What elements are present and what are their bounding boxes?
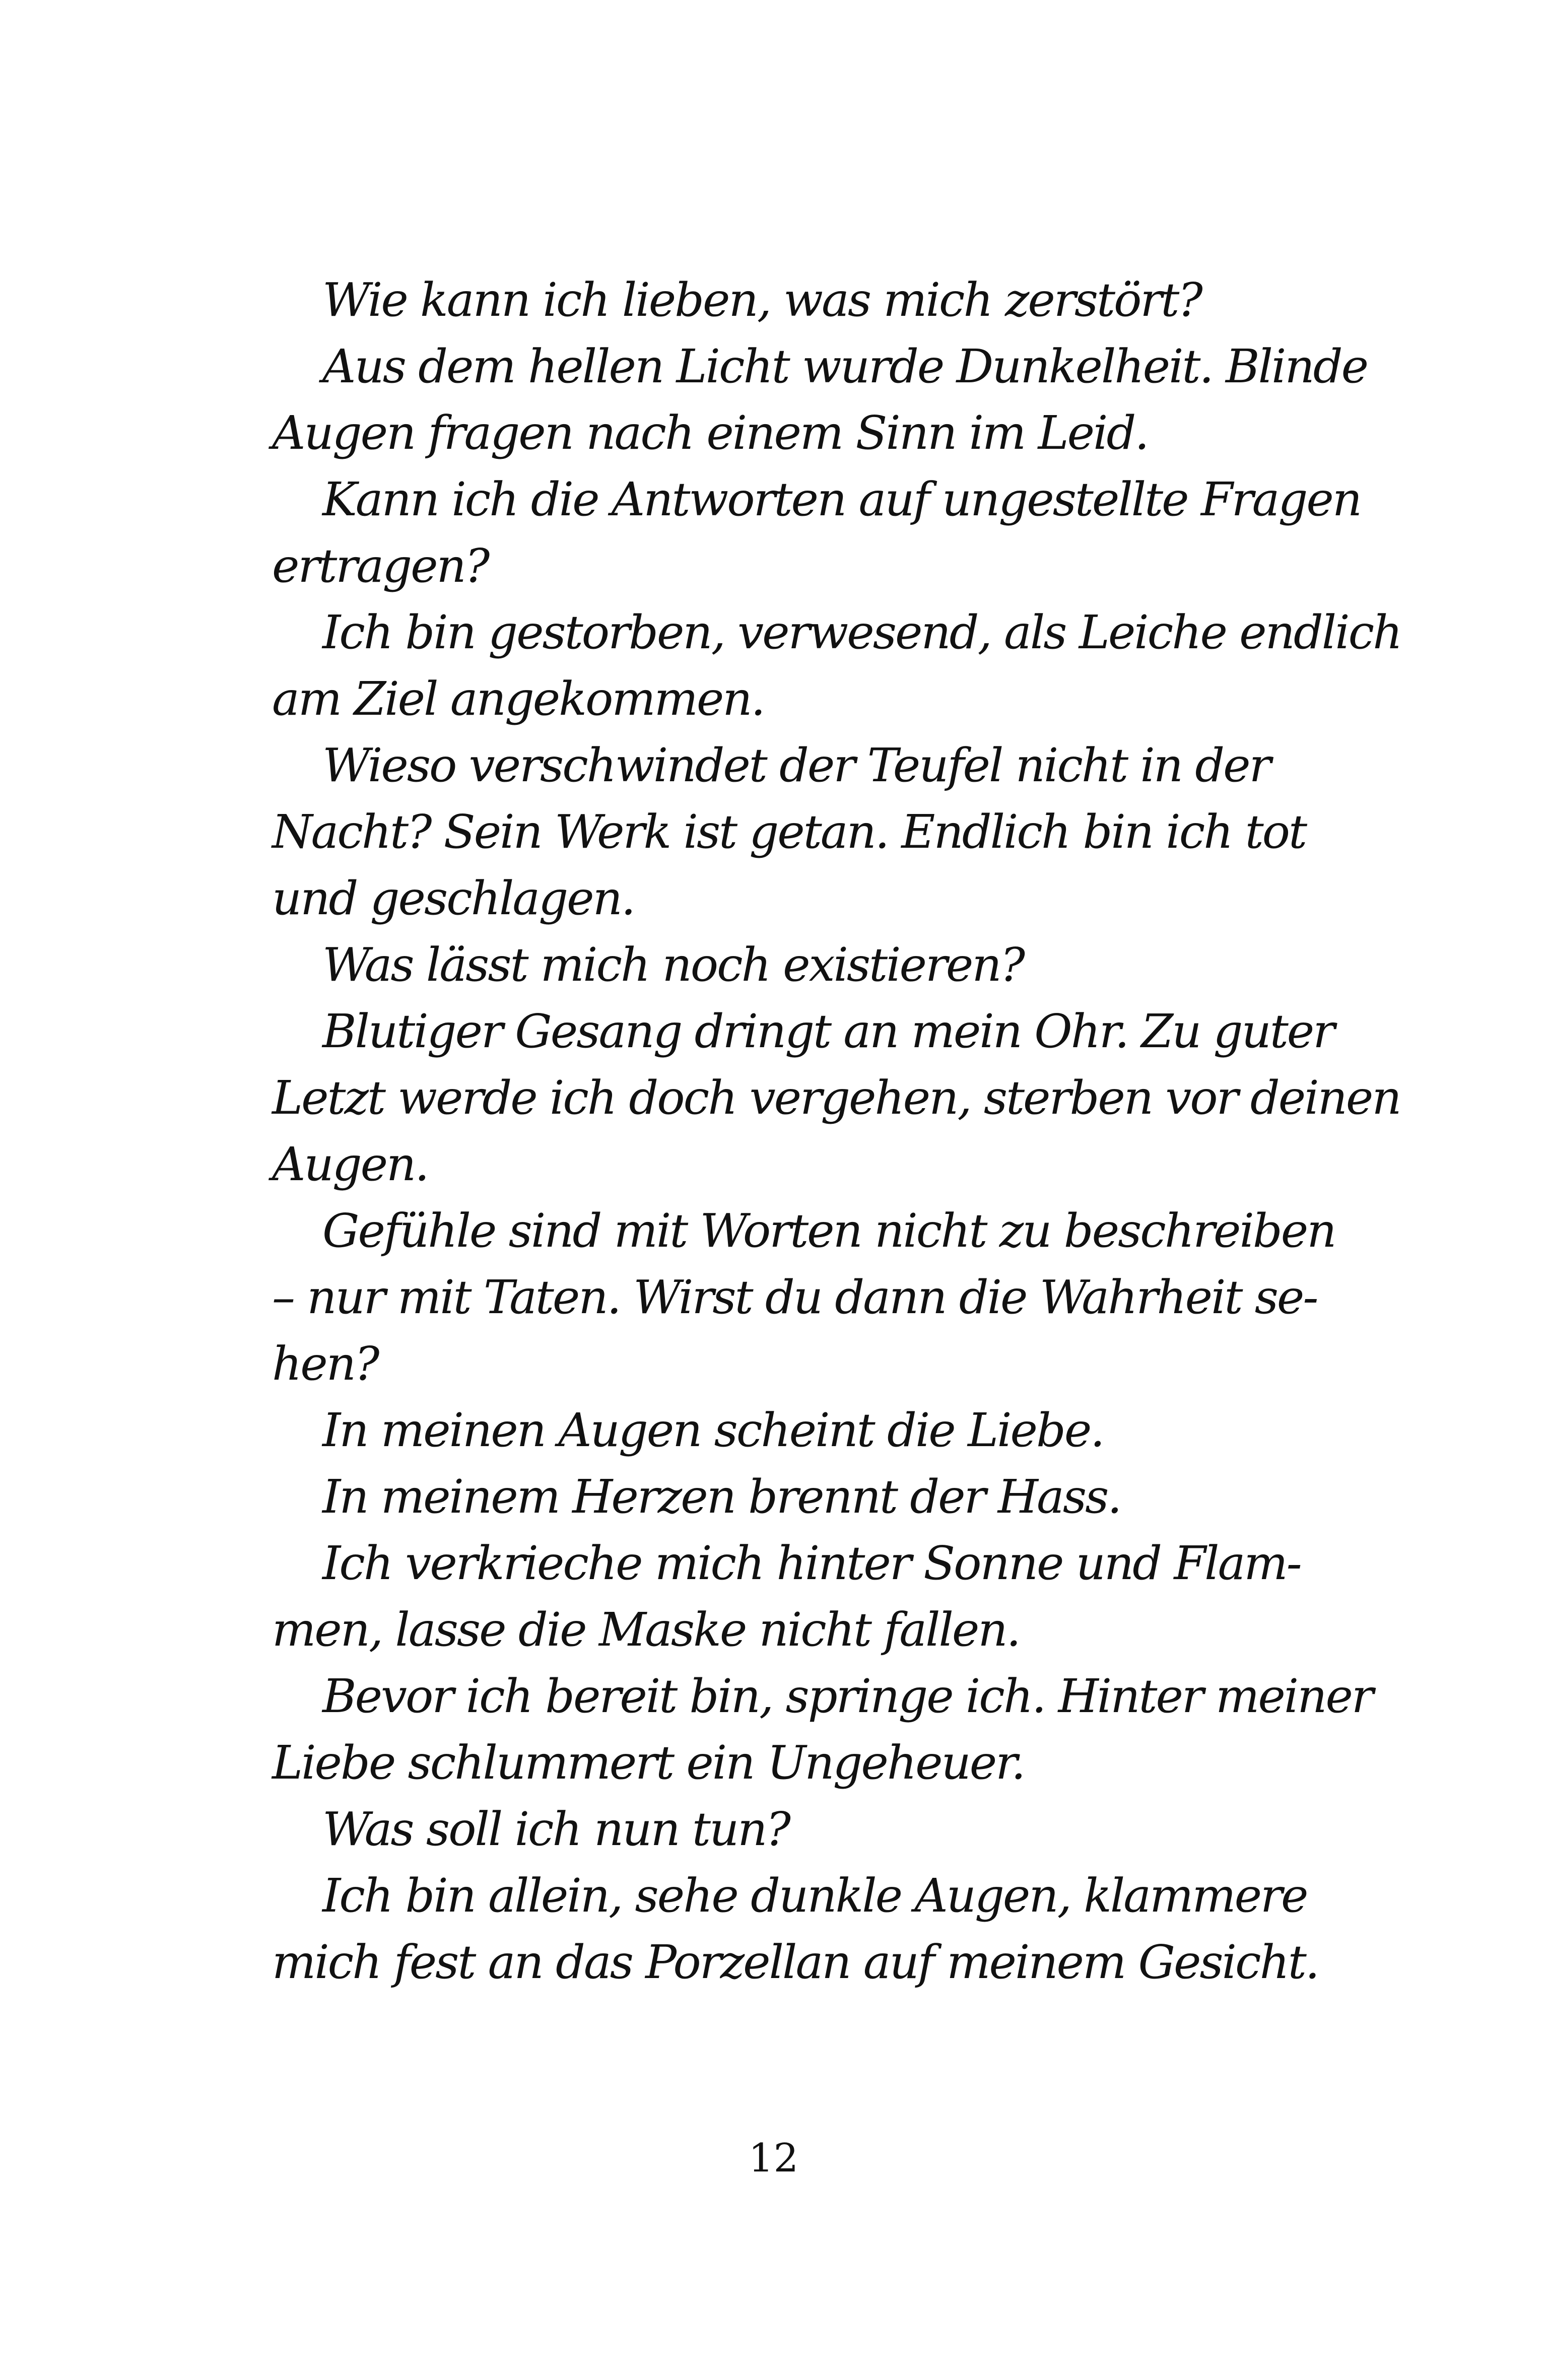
text-line: Ich verkrieche mich hinter Sonne und Flam- — [322, 1536, 1301, 1590]
text-line: Nacht? Sein Werk ist getan. Endlich bin ich tot — [272, 805, 1306, 859]
text-line: Wie kann ich lieben, was mich zerstört? — [322, 273, 1201, 327]
text-line: Ich bin allein, sehe dunkle Augen, klammere — [322, 1869, 1307, 1923]
text-line: Blutiger Gesang dringt an mein Ohr. Zu guter — [322, 1004, 1334, 1058]
text-line: Was soll ich nun tun? — [322, 1802, 789, 1856]
text-line: Letzt werde ich doch vergehen, sterben vor deinen — [272, 1071, 1400, 1125]
text-line: Liebe schlummert ein Ungeheuer. — [272, 1736, 1025, 1790]
text-line: Aus dem hellen Licht wurde Dunkelheit. Blinde — [322, 339, 1368, 393]
text-line: Augen. — [272, 1137, 428, 1191]
text-line: Was lässt mich noch existieren? — [322, 938, 1024, 992]
text-line: hen? — [272, 1337, 378, 1391]
page-number: 12 — [748, 2136, 799, 2181]
text-line: Wieso verschwindet der Teufel nicht in der — [322, 738, 1270, 792]
text-line: Bevor ich bereit bin, springe ich. Hinter meiner — [322, 1669, 1372, 1723]
text-line: am Ziel angekommen. — [272, 672, 764, 726]
text-line: Ich bin gestorben, verwesend, als Leiche endlich — [322, 605, 1401, 659]
text-line: – nur mit Taten. Wirst du dann die Wahrheit se- — [272, 1270, 1317, 1324]
text-line: In meinem Herzen brennt der Hass. — [322, 1470, 1121, 1524]
text-line: ertragen? — [272, 539, 489, 593]
text-line: In meinen Augen scheint die Liebe. — [322, 1403, 1104, 1457]
text-line: men, lasse die Maske nicht fallen. — [272, 1603, 1020, 1657]
text-line: mich fest an das Porzellan auf meinem Gesicht. — [272, 1935, 1319, 1989]
text-line: Kann ich die Antworten auf ungestellte Fragen — [322, 472, 1361, 526]
text-line: Gefühle sind mit Worten nicht zu beschreiben — [322, 1204, 1335, 1258]
text-line: Augen fragen nach einem Sinn im Leid. — [272, 406, 1148, 460]
text-line: und geschlagen. — [272, 871, 635, 925]
